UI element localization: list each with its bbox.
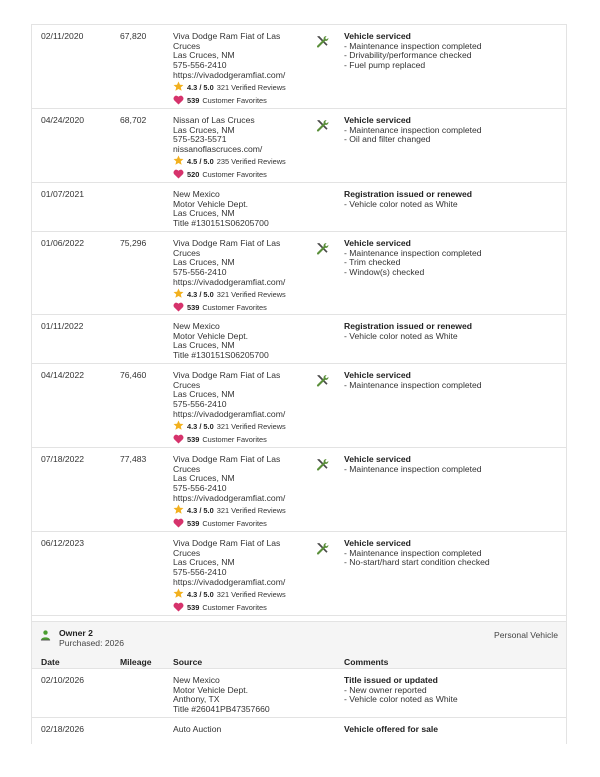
comment-title: Registration issued or renewed	[344, 189, 472, 199]
column-header-date: Date	[41, 657, 60, 667]
comment-line: - Trim checked	[344, 257, 401, 268]
owner-name: Owner 2	[59, 628, 93, 638]
source-line[interactable]: https://vivadodgeramfiat.com/	[173, 408, 286, 419]
owner-purchased: Purchased: 2026	[59, 638, 124, 648]
source-line: Anthony, TX	[173, 694, 220, 705]
source-line: Title #26041PB47357660	[173, 704, 270, 715]
source-line: Cruces	[173, 463, 201, 474]
favorites-label: Customer Favorites	[202, 435, 267, 445]
favorites-count: 539	[187, 303, 200, 313]
source-line: 575-556-2410	[173, 399, 227, 410]
favorites-label: Customer Favorites	[202, 519, 267, 529]
column-header-comments: Comments	[344, 657, 389, 667]
source-line: Cruces	[173, 247, 201, 258]
wrench-screwdriver-icon	[314, 541, 330, 557]
table-row	[32, 232, 566, 315]
wrench-screwdriver-icon	[314, 373, 330, 389]
star-icon	[173, 155, 184, 169]
wrench-screwdriver-icon	[314, 34, 330, 50]
record-mileage: 75,296	[120, 238, 147, 248]
source-line[interactable]: https://vivadodgeramfiat.com/	[173, 492, 286, 503]
favorites-row	[173, 170, 301, 181]
record-source	[173, 322, 301, 361]
source-line: Las Cruces, NM	[173, 124, 235, 135]
source-line: 575-556-2410	[173, 483, 227, 494]
star-icon	[173, 504, 184, 518]
source-line[interactable]: https://vivadodgeramfiat.com/	[173, 69, 286, 80]
favorites-label: Customer Favorites	[202, 170, 267, 180]
source-line: Cruces	[173, 40, 201, 51]
comment-title: Vehicle serviced	[344, 454, 411, 464]
record-comments	[344, 322, 564, 341]
comment-line: - Vehicle color noted as White	[344, 694, 458, 705]
comment-title: Vehicle serviced	[344, 370, 411, 380]
source-line: Motor Vehicle Dept.	[173, 330, 248, 341]
column-header-source: Source	[173, 657, 203, 667]
comment-line: - Drivability/performance checked	[344, 50, 472, 61]
comment-title: Vehicle serviced	[344, 538, 411, 548]
favorites-count: 520	[187, 170, 200, 180]
source-line: New Mexico	[173, 675, 220, 685]
record-date: 02/18/2026	[41, 724, 85, 734]
review-count[interactable]: 321 Verified Reviews	[216, 506, 286, 516]
comment-line: - Window(s) checked	[344, 267, 425, 278]
review-count[interactable]: 321 Verified Reviews	[216, 290, 286, 300]
review-count[interactable]: 235 Verified Reviews	[216, 157, 286, 167]
table-row	[32, 669, 566, 718]
source-line: Auto Auction	[173, 724, 222, 734]
source-line: Viva Dodge Ram Fiat of Las	[173, 238, 281, 248]
heart-icon	[173, 602, 184, 615]
record-comments	[344, 539, 564, 568]
comment-title: Vehicle offered for sale	[344, 724, 439, 734]
record-source	[173, 725, 301, 735]
record-date: 02/10/2026	[41, 675, 85, 685]
favorites-count: 539	[187, 519, 200, 529]
record-date: 04/24/2020	[41, 115, 85, 125]
heart-icon	[173, 518, 184, 531]
comment-line: - No-start/hard start condition checked	[344, 557, 490, 568]
favorites-row	[173, 603, 301, 614]
source-line: Cruces	[173, 547, 201, 558]
rating-value: 4.5 / 5.0	[187, 157, 214, 167]
source-line: New Mexico	[173, 321, 220, 331]
record-date: 06/12/2023	[41, 538, 85, 548]
favorites-label: Customer Favorites	[202, 603, 267, 613]
favorites-label: Customer Favorites	[202, 303, 267, 313]
favorites-count: 539	[187, 603, 200, 613]
source-line: New Mexico	[173, 189, 220, 199]
source-line: Motor Vehicle Dept.	[173, 198, 248, 209]
record-comments	[344, 676, 564, 705]
owner-2-header	[32, 622, 566, 669]
source-line: Title #130151S06205700	[173, 218, 269, 229]
record-date: 04/14/2022	[41, 370, 85, 380]
source-line: Viva Dodge Ram Fiat of Las	[173, 370, 281, 380]
comment-title: Vehicle serviced	[344, 31, 411, 41]
comment-line: - Maintenance inspection completed	[344, 463, 482, 474]
comment-line: - New owner reported	[344, 684, 427, 695]
table-row	[32, 183, 566, 232]
vehicle-type: Personal Vehicle	[493, 630, 558, 640]
source-line[interactable]: nissanoflascruces.com/	[173, 144, 263, 155]
vehicle-history-table	[31, 24, 567, 744]
source-line: Las Cruces, NM	[173, 340, 235, 351]
wrench-screwdriver-icon	[314, 118, 330, 134]
record-source	[173, 239, 301, 314]
table-row	[32, 109, 566, 183]
source-line[interactable]: https://vivadodgeramfiat.com/	[173, 276, 286, 287]
rating-row	[173, 157, 301, 168]
record-date: 01/11/2022	[41, 321, 84, 331]
star-icon	[173, 81, 184, 95]
record-comments	[344, 371, 564, 390]
source-line: Las Cruces, NM	[173, 50, 235, 61]
record-date: 07/18/2022	[41, 454, 85, 464]
comment-line: - Vehicle color noted as White	[344, 330, 458, 341]
rating-value: 4.3 / 5.0	[187, 290, 214, 300]
source-line: Las Cruces, NM	[173, 473, 235, 484]
favorites-count: 539	[187, 96, 200, 106]
star-icon	[173, 420, 184, 434]
comment-title: Vehicle serviced	[344, 115, 411, 125]
record-mileage: 76,460	[120, 370, 147, 380]
review-count[interactable]: 321 Verified Reviews	[216, 422, 286, 432]
record-source	[173, 116, 301, 181]
record-comments	[344, 455, 564, 474]
table-row	[32, 718, 566, 740]
wrench-screwdriver-icon	[314, 241, 330, 257]
table-row	[32, 25, 566, 109]
comment-line: - Fuel pump replaced	[344, 60, 426, 71]
record-mileage: 77,483	[120, 454, 147, 464]
review-count[interactable]: 321 Verified Reviews	[216, 83, 286, 93]
record-comments	[344, 725, 564, 735]
source-line: Las Cruces, NM	[173, 557, 235, 568]
heart-icon	[173, 302, 184, 315]
record-comments	[344, 239, 564, 278]
table-row	[32, 364, 566, 448]
comment-line: - Oil and filter changed	[344, 134, 431, 145]
source-line: Nissan of Las Cruces	[173, 115, 255, 125]
heart-icon	[173, 95, 184, 108]
favorites-row	[173, 435, 301, 446]
record-date: 02/11/2020	[41, 31, 84, 41]
record-mileage: 68,702	[120, 115, 147, 125]
source-line: Motor Vehicle Dept.	[173, 684, 248, 695]
source-line: Viva Dodge Ram Fiat of Las	[173, 538, 281, 548]
column-header-mileage: Mileage	[120, 657, 152, 667]
table-row	[32, 448, 566, 532]
comment-line: - Maintenance inspection completed	[344, 547, 482, 558]
source-line: Viva Dodge Ram Fiat of Las	[173, 31, 281, 41]
table-row	[32, 315, 566, 364]
source-line: 575-556-2410	[173, 567, 227, 578]
favorites-row	[173, 303, 301, 314]
source-line: Viva Dodge Ram Fiat of Las	[173, 454, 281, 464]
comment-line: - Maintenance inspection completed	[344, 379, 482, 390]
comment-line: - Vehicle color noted as White	[344, 198, 458, 209]
star-icon	[173, 588, 184, 602]
heart-icon	[173, 434, 184, 447]
source-line: 575-556-2410	[173, 267, 227, 278]
rating-row	[173, 590, 301, 601]
favorites-row	[173, 96, 301, 107]
record-date: 01/07/2021	[41, 189, 85, 199]
comment-title: Vehicle serviced	[344, 238, 411, 248]
record-source	[173, 190, 301, 229]
record-source	[173, 32, 301, 107]
record-source	[173, 676, 301, 715]
comment-line: - Maintenance inspection completed	[344, 124, 482, 135]
comment-title: Registration issued or renewed	[344, 321, 472, 331]
heart-icon	[173, 169, 184, 182]
review-count[interactable]: 321 Verified Reviews	[216, 590, 286, 600]
rating-value: 4.3 / 5.0	[187, 590, 214, 600]
record-comments	[344, 32, 564, 71]
comment-line: - Maintenance inspection completed	[344, 247, 482, 258]
source-line[interactable]: https://vivadodgeramfiat.com/	[173, 576, 286, 587]
source-line: Las Cruces, NM	[173, 257, 235, 268]
source-line: 575-556-2410	[173, 60, 227, 71]
rating-row	[173, 290, 301, 301]
source-line: Las Cruces, NM	[173, 389, 235, 400]
table-row	[32, 532, 566, 616]
record-source	[173, 539, 301, 614]
rating-row	[173, 422, 301, 433]
favorites-row	[173, 519, 301, 530]
rating-value: 4.3 / 5.0	[187, 83, 214, 93]
favorites-label: Customer Favorites	[202, 96, 267, 106]
source-line: 575-523-5571	[173, 134, 227, 145]
source-line: Cruces	[173, 379, 201, 390]
source-line: Title #130151S06205700	[173, 350, 269, 361]
record-source	[173, 371, 301, 446]
person-icon	[40, 629, 51, 641]
favorites-count: 539	[187, 435, 200, 445]
record-comments	[344, 190, 564, 209]
comment-title: Title issued or updated	[344, 675, 438, 685]
record-mileage: 67,820	[120, 31, 147, 41]
wrench-screwdriver-icon	[314, 457, 330, 473]
record-comments	[344, 116, 564, 145]
rating-row	[173, 506, 301, 517]
record-source	[173, 455, 301, 530]
comment-line: - Maintenance inspection completed	[344, 40, 482, 51]
source-line: Las Cruces, NM	[173, 208, 235, 219]
rating-value: 4.3 / 5.0	[187, 506, 214, 516]
rating-row	[173, 83, 301, 94]
record-date: 01/06/2022	[41, 238, 85, 248]
rating-value: 4.3 / 5.0	[187, 422, 214, 432]
star-icon	[173, 288, 184, 302]
